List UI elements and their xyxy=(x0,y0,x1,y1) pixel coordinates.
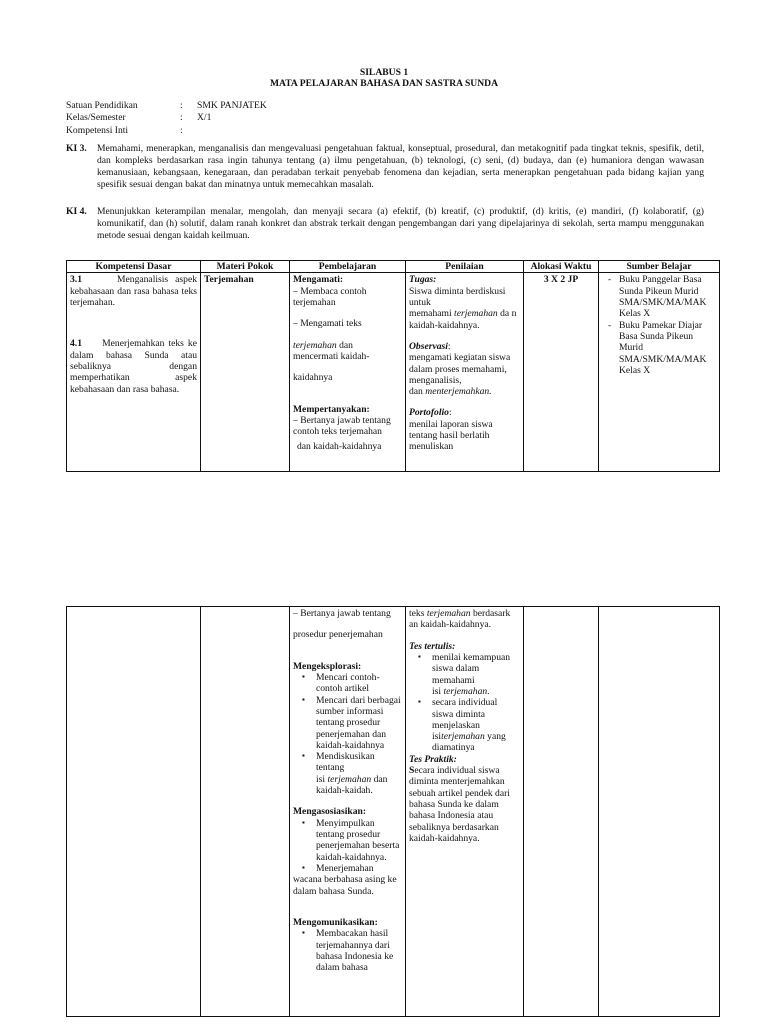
pembelajaran-cell xyxy=(290,607,406,1017)
identity-label: Satuan Pendidikan xyxy=(66,100,138,111)
list-item: ▪ Menerjemahan xyxy=(316,863,402,874)
alokasi-waktu-cell xyxy=(524,607,599,1017)
materi-pokok-cell xyxy=(201,607,290,1017)
table-row xyxy=(67,273,720,472)
list-item: ▪ menilai kemampuan siswa dalam memahami isi terjemahan. xyxy=(432,652,520,697)
column-header: Sumber Belajar xyxy=(599,261,720,273)
list-item: - Buku Pamekar Diajar Basa Sunda Pikeun Murid SMA/SMK/MA/MAK Kelas X xyxy=(619,320,716,377)
page-title: SILABUS 1 xyxy=(359,67,409,78)
list-item: ▪ Mencari contoh-contoh artikel xyxy=(316,672,402,695)
tugas-text: memahami terjemahan da n kaidah-kaidahnya. xyxy=(409,308,517,331)
list-item: ▪ Mendiskusikan tentang isi terjemahan dan kaidah-kaidah. xyxy=(316,751,402,796)
menanya-item: – Bertanya jawab tentang contoh teks terjemahan xyxy=(293,414,391,438)
tugas-text: Siswa diminta berdiskusi untuk xyxy=(409,285,506,308)
identity-value: SMK PANJATEK xyxy=(197,100,267,111)
asosiasi-list xyxy=(293,818,402,875)
menanya-heading: Mempertanyakan: xyxy=(293,403,370,415)
identity-colon: : xyxy=(180,100,183,111)
identity-block xyxy=(66,100,267,137)
identity-colon: : xyxy=(180,112,183,124)
observasi-heading: Observasi: xyxy=(409,340,451,352)
observasi-text: dan menterjemahkan. xyxy=(409,386,492,398)
identity-label: Kompetensi Inti xyxy=(66,124,129,136)
identity-label: Kelas/Semester xyxy=(66,112,126,124)
identity-row xyxy=(66,112,267,124)
mengamati-item: – Membaca contoh xyxy=(293,285,367,297)
komunikasi-list xyxy=(293,928,402,973)
eksplorasi-heading: Mengeksplorasi: xyxy=(293,660,362,672)
menanya-item: prosedur penerjemahan xyxy=(293,629,383,641)
tes-tertulis-heading: Tes tertulis: xyxy=(409,640,456,652)
list-item: - Buku Panggelar Basa Sunda Pikeun Murid SMA/SMK/MA/MAK Kelas X xyxy=(619,274,716,319)
identity-row xyxy=(66,125,267,137)
kompetensi-dasar-cell xyxy=(67,607,201,1017)
penilaian-cell xyxy=(406,607,524,1017)
sumber-list xyxy=(602,274,716,376)
page-subtitle: MATA PELAJARAN BAHASA DAN SASTRA SUNDA xyxy=(269,78,499,89)
table-row xyxy=(67,607,720,1017)
mengamati-item: mencermati kaidah- xyxy=(293,350,370,362)
materi-pokok-cell: Terjemahan xyxy=(201,273,290,472)
mengamati-item: – Mengamati teks xyxy=(293,318,362,330)
penilaian-cell xyxy=(406,273,524,472)
asosiasi-text: wacana berbahasa asing ke dalam bahasa Sunda. xyxy=(293,874,397,897)
komunikasi-heading: Mengomunikasikan: xyxy=(293,916,378,928)
kd-4-1: 4.1 Menerjemahkan teks ke dalam bahasa Sunda atau sebaliknya dengan memperhatikan aspek kebahasaan dan rasa bahasa. xyxy=(70,338,197,395)
ki3-number: KI 3. xyxy=(66,143,87,154)
ki4-number: KI 4. xyxy=(66,206,87,217)
asosiasi-heading: Mengasosiasikan: xyxy=(293,806,367,818)
list-item: ▪ Membacakan hasil terjemahannya dari bahasa Indonesia ke dalam bahasa xyxy=(316,928,402,973)
tes-praktik-heading: Tes Praktik: xyxy=(409,753,457,765)
mengamati-item: kaidahnya xyxy=(293,372,333,384)
observasi-text: mengamati kegiatan siswa dalam proses memahami, menganalisis, xyxy=(409,352,511,386)
list-item: ▪ Menyimpulkan tentang prosedur penerjemahan beserta kaidah-kaidahnya. xyxy=(316,818,402,863)
column-header: Kompetensi Dasar xyxy=(67,261,201,273)
list-item: ▪ Mencari dari berbagai sumber informasi tentang prosedur penerjemahan dan kaidah-kaidahnya xyxy=(316,695,402,752)
table-header-row xyxy=(67,261,720,273)
ki4-text: Menunjukkan keterampilan menalar, mengolah, dan menyaji secara (a) efektif, (b) kreatif, (c) produktif, (d) kritis, (e) mandiri, (f) kolaboratif, (g) komunikatif, dan (h) solutif, dalam ranah konkret dan abstrak terkait dengan pengembangan dari yang dipelajarinya di sekolah, serta mampu menggunakan metode sesuai dengan kaidah keilmuan. xyxy=(97,206,704,241)
identity-value: X/1 xyxy=(197,112,212,124)
column-header: Alokasi Waktu xyxy=(524,261,599,273)
alokasi-waktu-cell: 3 X 2 JP xyxy=(524,273,599,472)
identity-colon: : xyxy=(180,124,183,136)
tes-tertulis-list xyxy=(409,652,520,754)
list-item: ▪ secara individual siswa diminta menjelaskan isiterjemahan yang diamatinya xyxy=(432,697,520,754)
column-header: Pembelajaran xyxy=(290,261,406,273)
syllabus-table xyxy=(66,260,720,472)
portofolio-heading: Portofolio: xyxy=(409,407,452,419)
sumber-belajar-cell xyxy=(599,273,720,472)
ki4-block xyxy=(66,206,704,242)
eksplorasi-list xyxy=(293,672,402,796)
mengamati-item: terjemahan dan xyxy=(293,339,353,351)
ki3-block xyxy=(66,143,704,191)
column-header: Materi Pokok xyxy=(201,261,290,273)
portofolio-text: menilai laporan siswa tentang hasil berlatih menuliskan xyxy=(409,418,493,453)
mengamati-item: terjemahan xyxy=(293,296,336,308)
menanya-item: dan kaidah-kaidahnya xyxy=(297,441,382,453)
kompetensi-dasar-cell xyxy=(67,273,201,472)
kd-3-1: 3.1 Menganalisis aspek kebahasaan dan rasa bahasa teks terjemahan. xyxy=(70,274,197,308)
tugas-heading: Tugas: xyxy=(409,274,437,286)
mengamati-heading: Mengamati: xyxy=(293,274,344,286)
column-header: Penilaian xyxy=(406,261,524,273)
syllabus-table-continued xyxy=(66,606,720,1017)
menanya-item: – Bertanya jawab tentang xyxy=(293,608,391,619)
identity-row xyxy=(66,100,267,112)
tes-praktik-text: Secara individual siswa diminta menterjemahkan sebuah artikel pendek dari bahasa Sunda ke dalam bahasa Indonesia atau sebaliknya berdasarkan kaidah-kaidahnya. xyxy=(409,765,510,844)
pembelajaran-cell xyxy=(290,273,406,472)
sumber-belajar-cell xyxy=(599,607,720,1017)
ki3-text: Memahami, menerapkan, menganalisis dan mengevaluasi pengetahuan faktual, konseptual, prosedural, dan metakognitif pada tingkat teknis, spesifik, detil, dan kompleks berdasarkan rasa ingin tahunya tentang (a) ilmu pengetahuan, (b) teknologi, (c) seni, (d) budaya, dan (e) humaniora dengan wawasan kemanusiaan, kebangsaan, kenegaraan, dan peradaban terkait penyebab fenomena dan kejadian, serta menerapkan pengetahuan pada bidang kajian yang spesifik sesuai dengan bakat dan minatnya untuk memecahkan masalah. xyxy=(97,143,704,190)
portofolio-text: teks terjemahan berdasark an kaidah-kaidahnya. xyxy=(409,608,511,631)
